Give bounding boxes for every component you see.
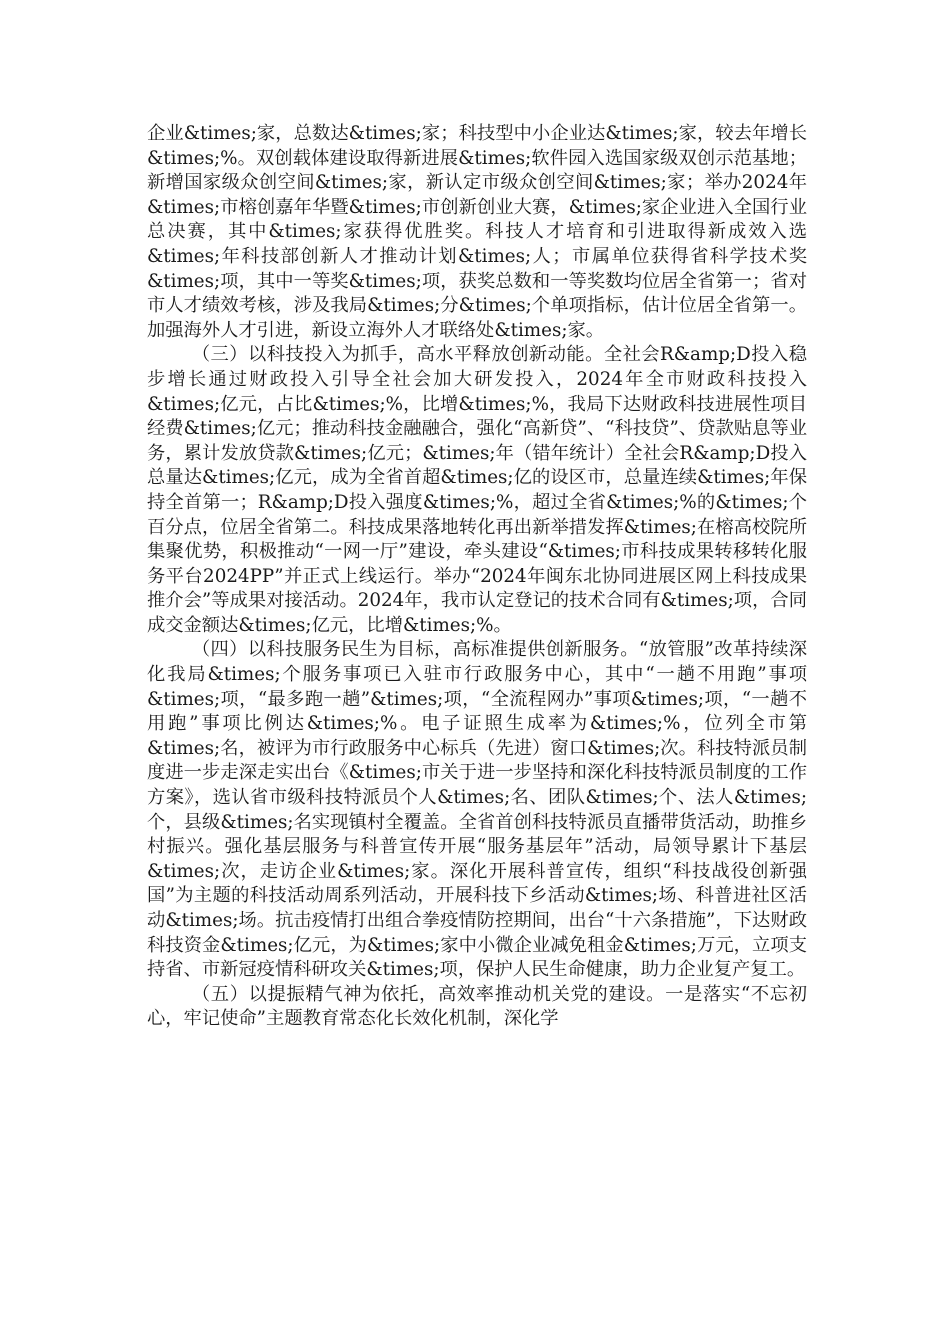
paragraph-section-5: （五）以提振精气神为依托，高效率推动机关党的建设。一是落实“不忘初心，牢记使命”主题教育常态化长效化机制，深化学	[147, 983, 807, 1030]
paragraph-section-3: （三）以科技投入为抓手，高水平释放创新动能。全社会R&amp;D投入稳步增长通过财政投入引导全社会加大研发投入，2024年全市财政科技投入&times;亿元，占比&times;%，比增&times;%，我局下达财政科技进展性项目经费&times;亿元；推动科技金融融合，强化“高新贷”、“科技贷”、贷款贴息等业务，累计发放贷款&times;亿元；&times;年（错年统计）全社会R&amp;D投入总量达&times;亿元，成为全省首超&times;亿的设区市，总量连续&times;年保持全首第一；R&amp;D投入强度&times;%，超过全省&times;%的&times;个百分点，位居全省第二。科技成果落地转化再出新举措发挥&times;在榕高校院所集聚优势，积极推动“一网一厅”建设，牵头建设“&times;市科技成果转移转化服务平台2024PP”并正式上线运行。举办“2024年闽东北协同进展区网上科技成果推介会”等成果对接活动。2024年，我市认定登记的技术合同有&times;项，合同成交金额达&times;亿元，比增&times;%。	[147, 344, 807, 636]
paragraph-section-4: （四）以科技服务民生为目标，高标准提供创新服务。“放管服”改革持续深化我局&times;个服务事项已入驻市行政服务中心，其中“一趟不用跑”事项&times;项，“最多跑一趟”&times;项，“全流程网办”事项&times;项，“一趟不用跑”事项比例达&times;%。电子证照生成率为&times;%，位列全市第&times;名，被评为市行政服务中心标兵（先进）窗口&times;次。科技特派员制度进一步走深走实出台《&times;市关于进一步坚持和深化科技特派员制度的工作方案》，选认省市级科技特派员个人&times;名、团队&times;个、法人&times;个，县级&times;名实现镇村全覆盖。全省首创科技特派员直播带货活动，助推乡村振兴。强化基层服务与科普宣传开展“服务基层年”活动，局领导累计下基层&times;次，走访企业&times;家。深化开展科普宣传，组织“科技战役创新强国”为主题的科技活动周系列活动，开展科技下乡活动&times;场、科普进社区活动&times;场。抗击疫情打出组合拳疫情防控期间，出台“十六条措施”，下达财政科技资金&times;亿元，为&times;家中小微企业减免租金&times;万元，立项支持省、市新冠疫情科研攻关&times;项，保护人民生命健康，助力企业复产复工。	[147, 639, 807, 981]
paragraph-talent: 企业&times;家，总数达&times;家；科技型中小企业达&times;家，较去年增长&times;%。双创载体建设取得新进展&times;软件园入选国家级双创示范基地；新增国家级众创空间&times;家，新认定市级众创空间&times;家；举办2024年&times;市榕创嘉年华暨&times;市创新创业大赛，&times;家企业进入全国行业总决赛，其中&times;家获得优胜奖。科技人才培育和引进取得新成效入选&times;年科技部创新人才推动计划&times;人；市属单位获得省科学技术奖&times;项，其中一等奖&times;项，获奖总数和一等奖数均位居全省第一；省对市人才绩效考核，涉及我局&times;分&times;个单项指标，估计位居全省第一。加强海外人才引进，新设立海外人才联络处&times;家。	[147, 123, 807, 341]
document-body	[147, 122, 807, 1032]
